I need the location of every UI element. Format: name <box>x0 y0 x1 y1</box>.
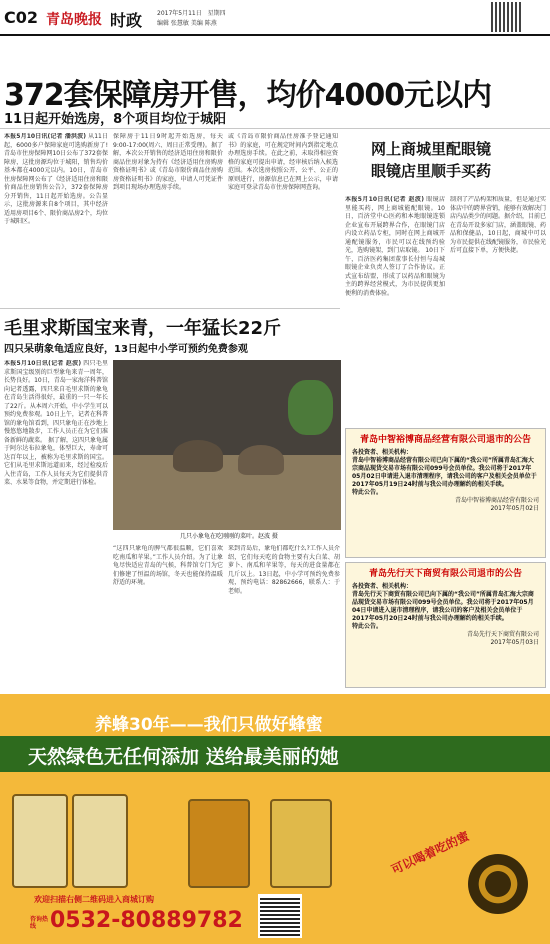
notice-2-title: 青岛先行天下商贸有限公司退市的公告 <box>368 569 522 579</box>
editors: 编辑 张慧敏 美编 陈燕 <box>157 20 217 27</box>
honey-jar <box>12 794 68 888</box>
notice-2-thanks: 特此公告。 <box>352 623 383 630</box>
notice-1-title: 青岛中智裕博商品经营有限公司退市的公告 <box>359 435 531 445</box>
page-number: C02 <box>4 8 39 27</box>
tortoise-shell <box>238 445 284 475</box>
ad-hotline: 0532-80889782 <box>50 908 243 933</box>
story3-byline: 本报5月10日讯(记者 赵波) <box>4 360 82 367</box>
story3-text-a: 四只毛里求斯国宝级别的巨型象龟来青一周年，长势良好。10日，青岛一家海洋科普馆向记者透露，四只来自毛里求斯的象龟在青岛生活得很好，最重的一只一年长了22斤。从本周六开始，中小学生可以预约免费参观。10日上午，记者在科普馆的象龟馆看到，四只象龟正在沙地上慢悠悠地散步，工作人员正在为它们准备新鲜的蔬菜。 <box>4 360 108 444</box>
ad-scan-text: 欢迎扫描右侧二维码进入商城订购 <box>34 895 154 904</box>
plant <box>288 380 333 435</box>
story1-col3: 或《青岛市限价商品住房准予登记通知书》的家庭，可在规定时间内到指定地点办理选房手续。在此之前，未取得相应资格的家庭可提出申请，经审核后纳入候选范围。本次选房按照公开、公平、公正的原则进行，房源信息已在网上公示，申请家庭可登录青岛市住房保障网查询。 <box>228 133 338 191</box>
story3-headline: 毛里求斯国宝来青，一年猛长22斤 <box>4 318 282 339</box>
notice-1-body: 青岛中智裕博商品经营有限公司已向下属的“我公司”所属青岛汇海大宗商品现货交易市场有限公司099号会员单位。我公司将于2017年05月02日申请进入退市清理程序，请我公司的客户及相关会员单位于2017年05月19日24时前与我公司办理解约的相关手续。 <box>352 457 537 488</box>
header-rule <box>0 34 550 36</box>
weekday-text: 星期四 <box>207 10 226 17</box>
story2-text-c: 10日下午，百济医药集团董事长付恒与岛城眼镜企业负责人签订了合作协议。正式宣布结盟，形成了以药品和眼镜为主的跨界经营模式，为市民提供更加便利的消费体验。 <box>345 247 445 297</box>
story3-col3: 来到青岛后，象龟们都吃什么?工作人员介绍，它们每天吃的食物主要有大白菜、胡萝卜、南瓜和苹果等，每天的进食量都在几斤以上。13日起，中小学可预约免费参观，预约电话：82862666，联系人：于老师。 <box>228 545 340 595</box>
section-name: 时政 <box>110 11 143 30</box>
story2-subhead: 眼镜店里顺手买药 <box>371 162 492 180</box>
story3-subhead: 四只呆萌象龟适应良好，13日起中小学可预约免费参观 <box>4 344 248 355</box>
bee-illustration <box>468 854 528 914</box>
story2-col1 <box>345 196 445 424</box>
notice-2-sign: 青岛先行天下商贸有限公司 <box>466 631 539 638</box>
honey-jar <box>270 799 332 888</box>
story3-col1 <box>4 360 108 650</box>
story1-headline: 372套保障房开售，均价4000元以内 <box>4 78 492 113</box>
photo-caption: 几只小象龟在吃刚刚的菜叶。赵波 摄 <box>180 533 278 540</box>
notice-2-greeting: 各投资者、相关机构： <box>352 583 413 590</box>
story1-col1 <box>4 133 108 297</box>
divider <box>0 308 340 309</box>
ad-tagline: 养蜂30年——我们只做好蜂蜜 <box>95 715 323 735</box>
notice-2-body: 青岛先行天下商贸有限公司已向下属的“我公司”所属青岛汇海大宗商品现货交易市场有限公司099号会员单位。我公司将于2017年05月04日申请进入退市清理程序，请我公司的客户及相关会员单位于2017年05月20日24时前与我公司办理解约的相关手续。 <box>352 591 534 622</box>
story1-col2: 保障房于11日9时起开始选房，每天9:00-17:00(周六、周日正常受理)。据了解，本次公开销售的经济适用住房和限价商品住房对象为持有《经济适用住房购房资格证明书》或《青岛市限价商品住房购房资格证明书》的家庭，申请人可凭证件到项目现场办理选房手续。 <box>113 133 223 191</box>
tortoise-photo <box>113 360 341 530</box>
date-text: 2017年5月11日 <box>157 10 202 17</box>
honey-ad <box>0 694 550 944</box>
tortoise-shell <box>173 440 223 472</box>
ad-slogan: 天然绿色无任何添加 送给最美丽的她 <box>28 746 339 768</box>
story2-text-a: 眼镜店里能买药，网上商城能配眼镜。10日，百济堂中心医药和本地眼镜连锁企业宣布开展跨界合作，在眼镜门店内设立药品专柜，同时在网上商城开通配镜服务，市民可以在线预约验光，选购镜架，到门店取镜。 <box>345 196 445 254</box>
story1-text-a: 从11日起，6000多户保障家庭可选购新房了!青岛市住房保障网10日公布了372套保障房，这批房源均位于城阳，销售均价基本都在4000元以内。10日，青岛市住房保障网公布了《经济适用住房和限价商品住房销售公告》，372套保障房分开销售，11日起开始选房。公告显示，这批房源来自8个项目，其中经济适用房项目6个、限价商品房2个，均位于城阳区。 <box>4 133 108 225</box>
ad-stamp: 可以喝着吃的蜜 <box>389 828 472 878</box>
story3-text-b: 据了解，这四只象龟属于阿尔达布拉象龟，体型巨大，寿命可达百年以上，被称为毛里求斯的国宝。它们从毛里求斯远道而来，经过检疫后入住青岛，工作人员每天为它们提供青菜、水果等食物，并定期进行体检。 <box>4 436 108 486</box>
notice-2 <box>345 562 546 688</box>
notice-1 <box>345 428 546 558</box>
story2-headline: 网上商城里配眼镜 <box>371 140 492 158</box>
notice-1-date: 2017年05月02日 <box>490 505 539 512</box>
notice-1-thanks: 特此公告。 <box>352 489 383 496</box>
notice-1-sign: 青岛中智裕博商品经营有限公司 <box>454 497 539 504</box>
divider <box>0 128 550 129</box>
notice-2-date: 2017年05月03日 <box>490 639 539 646</box>
page-header <box>0 0 550 36</box>
photo-floor <box>113 455 341 530</box>
ad-qr-code <box>258 894 302 938</box>
ad-hotline-label: 咨询热线 <box>30 916 49 930</box>
notice-1-greeting: 各投资者、相关机构： <box>352 449 413 456</box>
qr-code <box>491 2 521 32</box>
story2-byline: 本报5月10日讯(记者 赵波) <box>345 196 424 203</box>
story2-col2: 制剂了产品构架和质量，但是通过实体店中的跨界营销，能够有效解决门店内品类少的问题。据介绍，目前已在青岛开设多家门店，涵盖眼镜、药品和保健品，10日起，商城中可以为市民提供在线配镜服务，市民验光后可直接下单，方便快捷。 <box>450 196 546 254</box>
honey-jar <box>72 794 128 888</box>
story1-byline: 本报5月10日讯(记者 潘洪波) <box>4 133 87 140</box>
honey-jar <box>188 799 250 888</box>
paper-logo: 青岛晚报 <box>46 12 102 28</box>
header-date <box>157 8 226 17</box>
story3-col2: “这四只象龟的脾气都很温顺，它们喜欢吃南瓜和苹果。”工作人员介绍。为了让象龟尽快适应青岛的气候，科普馆专门为它们修建了恒温的场馆，冬天也能保持温暖舒适的环境。 <box>113 545 223 586</box>
story1-subhead: 11日起开始选房，8个项目均位于城阳 <box>4 112 227 127</box>
